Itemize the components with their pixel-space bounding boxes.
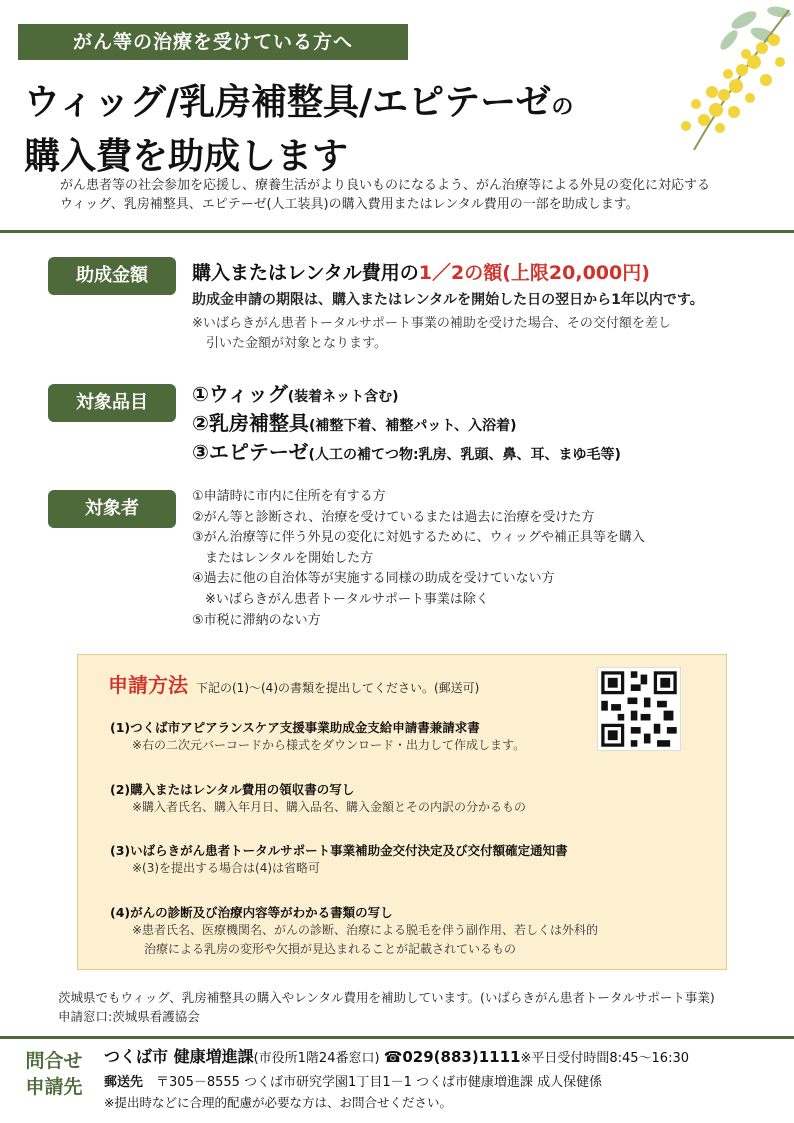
mail-label: 郵送先 [104,1075,144,1090]
document-item [110,841,568,878]
amount-label: 助成金額 [48,257,176,295]
page-title-line2: 購入費を助成します [24,136,349,177]
document-title: (1)つくば市アピアランスケア支援事業助成金支給申請書兼請求書 [110,720,480,735]
item-name: ①ウィッグ [192,382,288,406]
application-title: 申請方法 [108,673,188,697]
contact-office: (市役所1階24番窓口) [253,1051,380,1066]
list-item: ②がん等と診断され、治療を受けているまたは過去に治療を受けた方 [192,509,595,525]
document-detail: 治療による乳房の変形や欠損が見込まれることが記載されているもの [132,942,517,956]
document-detail: ※(3)を提出する場合は(4)は省略可 [132,861,321,875]
deadline-text: 助成金申請の期限は、購入またはレンタルを開始した日の翌日から1年以内です。 [192,292,704,308]
page-title [24,74,573,125]
document-detail: ※購入者氏名、購入年月日、購入品名、購入金額とその内訳の分かるもの [132,800,527,814]
application-subtitle: 下記の(1)～(4)の書類を提出してください。(郵送可) [196,681,480,695]
prefecture-note [58,988,715,1026]
document-item [110,903,598,959]
document-item [110,718,525,755]
contact-info [104,1044,689,1111]
document-detail: ※右の二次元バーコードから様式をダウンロード・出力して作成します。 [132,738,526,752]
application-box [77,654,727,970]
amount-highlight: 1／2の額(上限20,000円) [418,262,650,284]
prefecture-note-line: 申請窓口:茨城県看護協会 [58,1009,200,1024]
contact-label-line: 申請先 [25,1076,83,1098]
document-item [110,780,526,817]
contact-tel[interactable]: ☎029(883)1111 [383,1048,521,1066]
list-item: またはレンタルを開始した方 [192,550,374,566]
mail-address: 〒305－8555 つくば市研究学園1丁目1－1 つくば市健康増進課 成人保健係 [156,1075,603,1090]
item-sub: (装着ネット含む) [287,389,399,405]
title-main: ウィッグ/乳房補整具/エピテーゼ [24,82,552,123]
list-item: ①申請時に市内に住所を有する方 [192,489,386,504]
document-title: (3)いばらきがん患者トータルサポート事業補助金交付決定及び交付額確定通知書 [110,843,568,858]
document-title: (2)購入またはレンタル費用の領収書の写し [110,782,355,797]
contact-org: つくば市 健康増進課 [104,1047,254,1066]
intro-text [60,176,780,214]
targets-list [192,487,645,631]
item-sub: (補整下着、補整パット、入浴着) [308,418,517,434]
list-item: ③がん治療等に伴う外見の変化に対処するために、ウィッグや補正具等を購入 [192,530,645,546]
accommodation-note: ※提出時などに合理的配慮が必要な方は、お問合せください。 [104,1095,452,1110]
list-item: ④過去に他の自治体等が実施する同様の助成を受けていない方 [192,571,555,587]
item-sub: (人工の補てつ物:乳房、乳頭、鼻、耳、まゆ毛等) [308,447,621,463]
mail-row [104,1071,689,1090]
prefecture-note-line: 茨城県でもウィッグ、乳房補整具の購入やレンタル費用を補助しています。(いばらきがん患者トータルサポート事業) [58,990,715,1005]
item-name: ③エピテーゼ [192,440,309,464]
intro-line: ウィッグ、乳房補整具、エピテーゼ(人工装具)の購入費用またはレンタル費用の一部を助成します。 [60,197,639,212]
amount-line [192,258,650,285]
contact-label-line: 問合せ [25,1050,83,1072]
document-detail: ※患者氏名、医療機関名、がんの診断、治療による脱毛を伴う副作用、若しくは外科的 [132,923,599,937]
contact-row [104,1044,689,1067]
title-particle: の [551,95,574,120]
application-heading [108,669,479,698]
contact-label [18,1048,90,1100]
target-banner: がん等の治療を受けている方へ [18,24,408,60]
mimosa-illustration [624,0,794,150]
intro-line: がん患者等の社会参加を応援し、療養生活がより良いものになるよう、がん治療等による外見の変化に対応する [60,178,711,193]
document-title: (4)がんの診断及び治療内容等がわかる書類の写し [110,905,393,920]
qr-code-icon[interactable] [597,667,681,751]
amount-note-line: 引いた金額が対象となります。 [206,336,387,351]
list-item [192,436,621,465]
targets-label: 対象者 [48,490,176,528]
list-item: ⑤市税に滞納のない方 [192,612,321,628]
amount-prefix: 購入またはレンタル費用の [192,262,419,284]
item-name: ②乳房補整具 [192,411,309,435]
items-label: 対象品目 [48,384,176,422]
list-item [192,378,621,407]
list-item: ※いばらきがん患者トータルサポート事業は除く [192,591,489,607]
amount-note-line: ※いばらきがん患者トータルサポート事業の補助を受けた場合、その交付額を差し [192,316,671,331]
amount-note [192,314,671,354]
list-item [192,407,621,436]
contact-hours: ※平日受付時間8:45～16:30 [520,1051,690,1066]
items-list [192,378,621,465]
divider [0,230,794,233]
divider [0,1036,794,1039]
